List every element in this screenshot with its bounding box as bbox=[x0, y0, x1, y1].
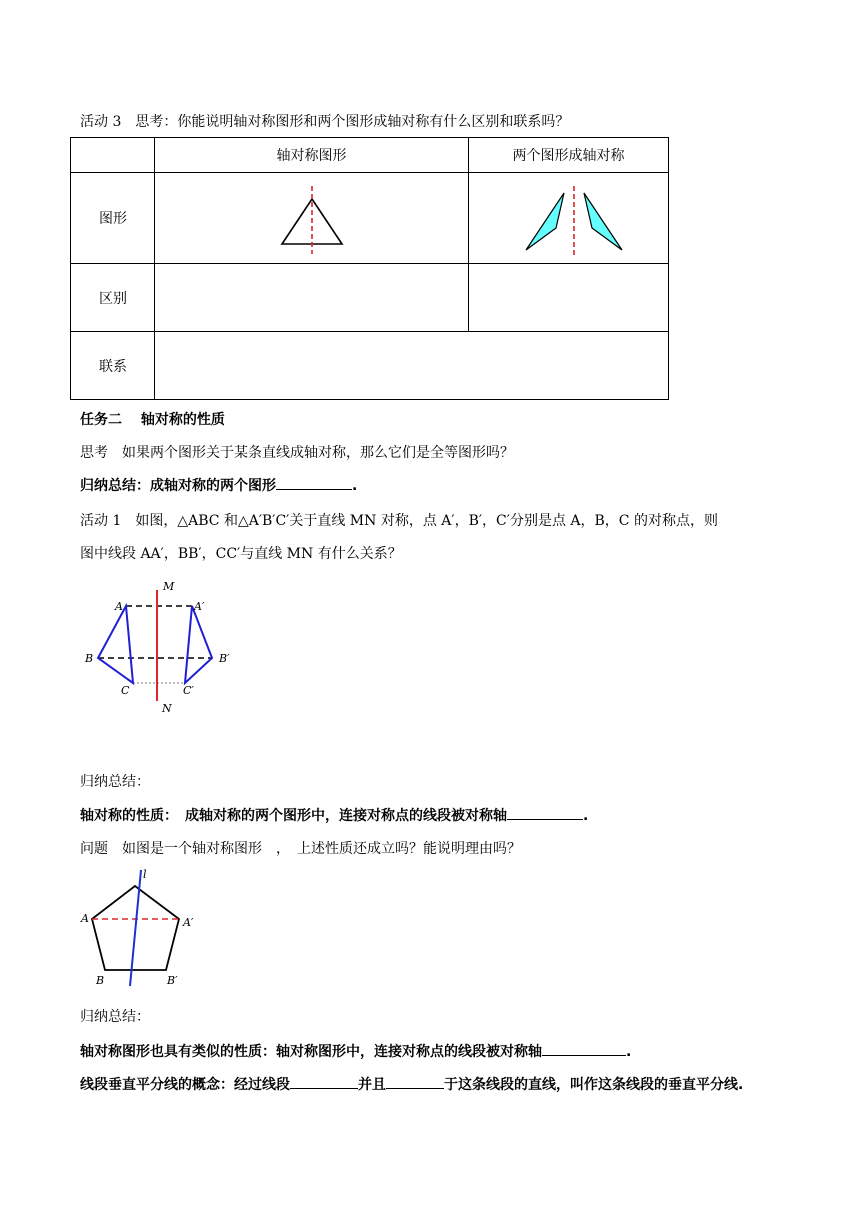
row-label-difference: 区别 bbox=[71, 264, 155, 332]
isosceles-triangle-figure bbox=[272, 176, 352, 256]
pentagon-figure bbox=[80, 866, 210, 996]
label-pent-B-prime: B′ bbox=[167, 974, 178, 987]
summary3-line1-text: 轴对称图形也具有类似的性质：轴对称图形中，连接对称点的线段被对称轴 bbox=[80, 1044, 542, 1060]
label-M: M bbox=[163, 580, 175, 593]
mirror-triangles-figure bbox=[80, 578, 250, 718]
label-C-prime: C′ bbox=[183, 684, 194, 697]
definition-blank1[interactable] bbox=[290, 1074, 358, 1089]
definition-part-b: 并且 bbox=[358, 1077, 386, 1093]
definition-part-c: 于这条线段的直线，叫作这条线段的垂直平分线. bbox=[444, 1077, 744, 1093]
comparison-table bbox=[70, 137, 669, 400]
two-symmetric-triangles-figure bbox=[514, 176, 624, 256]
row-label-figure: 图形 bbox=[71, 173, 155, 264]
label-B-prime: B′ bbox=[219, 652, 230, 665]
difference-cell-1[interactable] bbox=[155, 264, 469, 332]
summary1-blank[interactable] bbox=[276, 475, 352, 490]
summary2-label: 归纳总结： bbox=[80, 774, 150, 790]
difference-cell-2[interactable] bbox=[469, 264, 669, 332]
label-C: C bbox=[121, 684, 130, 697]
connection-cell[interactable] bbox=[155, 332, 669, 400]
question-text: 问题 如图是一个轴对称图形 ， 上述性质还成立吗？能说明理由吗？ bbox=[80, 841, 521, 857]
triangle-figure-cell bbox=[155, 173, 469, 264]
two-triangles-figure-cell bbox=[469, 173, 669, 264]
definition-blank2[interactable] bbox=[386, 1074, 444, 1089]
label-B: B bbox=[85, 652, 94, 665]
table-corner-cell bbox=[71, 138, 155, 173]
label-pent-A: A bbox=[81, 912, 89, 925]
summary1-suffix: . bbox=[352, 478, 358, 494]
summary1 bbox=[80, 475, 357, 495]
label-A-prime: A′ bbox=[194, 600, 205, 613]
task2-heading: 任务二 轴对称的性质 bbox=[80, 412, 225, 428]
header-axisymmetric-figure: 轴对称图形 bbox=[155, 138, 469, 173]
label-l: l bbox=[143, 868, 147, 881]
row-label-connection: 联系 bbox=[71, 332, 155, 400]
summary3-blank1[interactable] bbox=[542, 1041, 626, 1056]
label-pent-B: B bbox=[96, 974, 105, 987]
summary3-line2 bbox=[80, 1074, 743, 1094]
property-text: 轴对称的性质： 成轴对称的两个图形中，连接对称点的线段被对称轴 bbox=[80, 808, 507, 824]
label-pent-A-prime: A′ bbox=[183, 916, 194, 929]
property-blank[interactable] bbox=[507, 805, 583, 820]
label-N: N bbox=[162, 702, 172, 715]
activity1-line2: 图中线段 AA′，BB′，CC′与直线 MN 有什么关系？ bbox=[80, 546, 402, 562]
summary3-label: 归纳总结： bbox=[80, 1009, 150, 1025]
property-suffix: . bbox=[583, 808, 589, 824]
label-A: A bbox=[115, 600, 123, 613]
summary3-line1-suffix: . bbox=[626, 1044, 632, 1060]
summary1-prefix: 归纳总结：成轴对称的两个图形 bbox=[80, 478, 276, 494]
header-two-figures-symmetric: 两个图形成轴对称 bbox=[469, 138, 669, 173]
definition-part-a: 线段垂直平分线的概念：经过线段 bbox=[80, 1077, 290, 1093]
activity1-line1: 活动 1 如图，△ABC 和△A′B′C′关于直线 MN 对称，点 A′，B′，C′分别是点 A，B，C 的对称点，则 bbox=[80, 513, 718, 529]
summary3-line1 bbox=[80, 1041, 631, 1061]
activity3-prompt: 活动 3 思考：你能说明轴对称图形和两个图形成轴对称有什么区别和联系吗？ bbox=[80, 114, 570, 130]
summary2-property bbox=[80, 805, 588, 825]
task2-think: 思考 如果两个图形关于某条直线成轴对称，那么它们是全等图形吗？ bbox=[80, 445, 514, 461]
